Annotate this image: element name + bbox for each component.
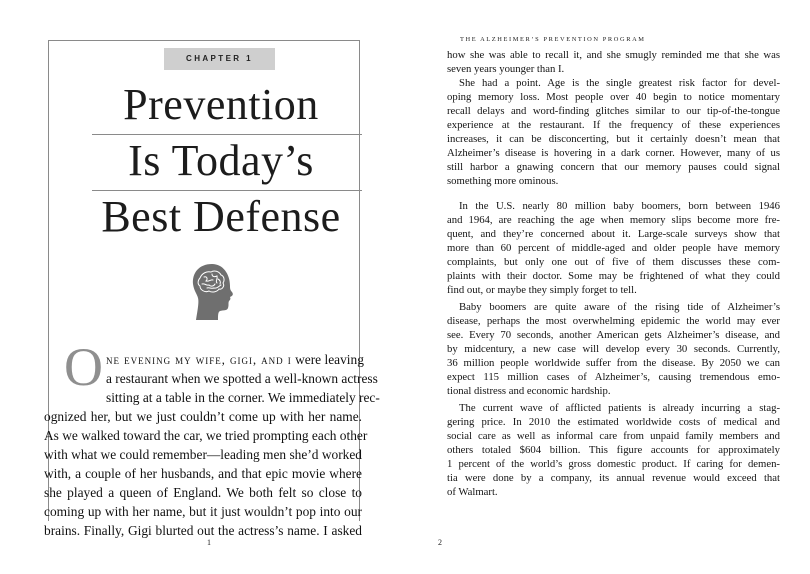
body-line: tia were done by a company, its annual revenue would exceed that: [447, 472, 780, 484]
body-line: Baby boomers are quite aware of the rising tide of Alzheimer’s: [459, 301, 780, 313]
body-line: with, a couple of her husbands, and that epic movie where: [44, 466, 362, 481]
opening-rest: were leaving: [291, 352, 364, 367]
body-line: increases, it can be disconcerting, but it certainly doesn’t mean that: [447, 133, 780, 145]
body-line: tional distress and economic hardship.: [447, 385, 611, 397]
body-line: 36 million people worldwide suffer from the disease. By 2050 we can: [447, 357, 780, 369]
body-line: As we walked toward the car, we tried prompting each other: [44, 428, 368, 443]
body-line: 1 percent of the world’s gross domestic product. If caring for demen-: [447, 458, 780, 470]
body-line: with what we could remember—leading men she’d worked: [44, 447, 362, 462]
body-line: by midcentury, a new case will develop every 30 seconds. Currently,: [447, 343, 780, 355]
body-line: She had a point. Age is the single greatest risk factor for devel-: [459, 77, 780, 89]
body-line: expect 115 million cases of Alzheimer’s, causing tremendous emo-: [447, 371, 780, 383]
body-line: social care as well as informal care from unpaid family members and: [447, 430, 780, 442]
chapter-title-line-3: Best Defense: [101, 192, 341, 241]
body-line: still harbor a gnawing concern that our memory pauses could signal: [447, 161, 780, 173]
body-line: recall delays and word-finding glitches similar to our tip-of-the-tongue: [447, 105, 780, 117]
body-line: disease, perhaps the most overwhelming epidemic the world may ever: [447, 315, 780, 327]
right-page: [405, 0, 810, 574]
body-line: a restaurant when we spotted a well-known actress: [106, 371, 378, 386]
chapter-title-line-1: Prevention: [123, 80, 319, 129]
body-line: others totaled $604 billion. This figure accounts for approximately: [447, 444, 780, 456]
running-head: THE ALZHEIMER’S PREVENTION PROGRAM: [460, 36, 646, 43]
body-line: of Walmart.: [447, 486, 498, 498]
body-line: coming up with her name, but it just wouldn’t pop into our: [44, 504, 362, 519]
title-rule: [92, 190, 362, 191]
body-line: sitting at a table in the corner. We immediately rec-: [106, 390, 380, 405]
body-line: she played a queen of England. We both felt so close to: [44, 485, 362, 500]
head-profile-brain-icon: [190, 262, 236, 322]
body-line: how she was able to recall it, and she smugly reminded me that she was: [447, 49, 780, 61]
body-line: ognized her, but we just couldn’t come up with her name.: [44, 409, 362, 424]
body-line: seven years younger than I.: [447, 63, 565, 75]
body-line: more than 60 percent of middle-aged and older people have memory: [447, 242, 780, 254]
title-rule: [92, 134, 362, 135]
body-line-opening: [106, 350, 362, 370]
page-number: 2: [438, 538, 442, 547]
page-number: 1: [207, 538, 211, 547]
body-line: oping memory loss. Most people over 40 begin to notice momentary: [447, 91, 780, 103]
body-line: experience at the restaurant. If the frequency of these experiences: [447, 119, 780, 131]
drop-cap: O: [64, 337, 103, 397]
body-line: gering price. In 2010 the estimated worldwide costs of medical and: [447, 416, 780, 428]
chapter-label: CHAPTER 1: [164, 48, 275, 70]
body-line: something more ominous.: [447, 175, 559, 187]
body-line: Alzheimer’s disease is hovering in a dark corner. However, many of us: [447, 147, 780, 159]
chapter-title-line-2: Is Today’s: [128, 136, 314, 185]
body-line: find out, or maybe they simply forget to tell.: [447, 284, 637, 296]
body-line: and 1964, are reaching the age when memory slips become more fre-: [447, 214, 780, 226]
body-line: complaints, but only one out of five of them discusses these com-: [447, 256, 780, 268]
opening-small-caps: ne evening my wife, gigi, and i: [106, 353, 292, 367]
body-line: plaints with their doctor. Some may be frightened of what they could: [447, 270, 780, 282]
body-line: brains. Finally, Gigi blurted out the actress’s name. I asked: [44, 523, 362, 538]
body-line: see. Every 70 seconds, another American gets Alzheimer’s disease, and: [447, 329, 780, 341]
body-line: quent, and they’re concerned about it. Large-scale surveys show that: [447, 228, 780, 240]
body-line: The current wave of afflicted patients is already incurring a stag-: [459, 402, 780, 414]
body-line: In the U.S. nearly 80 million baby boomers, born between 1946: [459, 200, 780, 212]
